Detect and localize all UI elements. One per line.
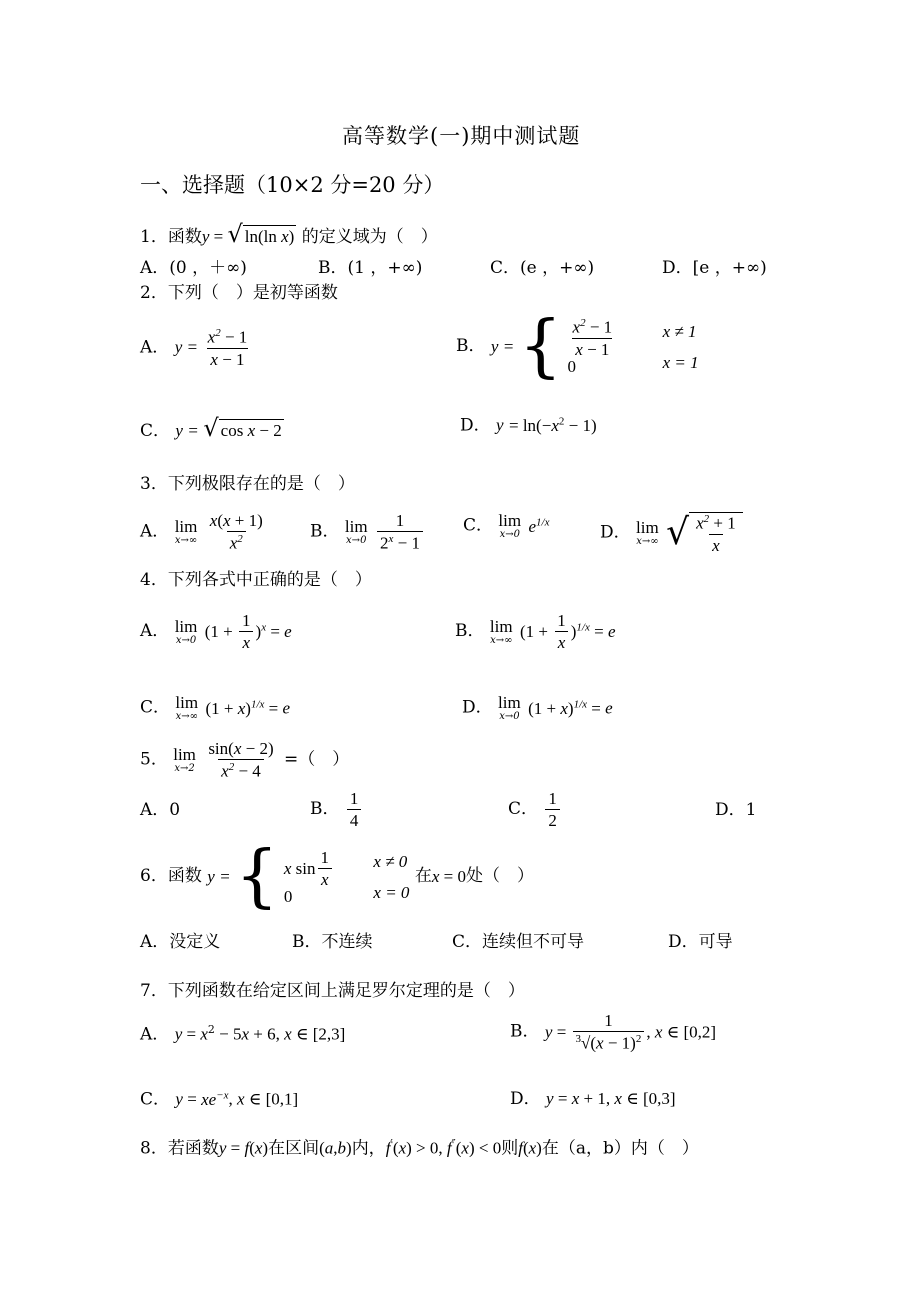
q2-b-label: B．: [456, 336, 486, 357]
q7-c-label: C．: [140, 1089, 171, 1110]
q2-option-d: D． $y = \ln(-x^2 - 1)$: [460, 415, 597, 436]
q3-option-d: D． lim x→∞ √ $\frac{x^2 + 1}{x}$: [600, 512, 743, 554]
q5-c-label: C．: [508, 799, 539, 819]
q8-stem-post: 在（a，b）内（ ）: [541, 1138, 699, 1159]
q6-option-d: D．可导: [668, 932, 733, 952]
q7-option-a: A． $y = x^2 - 5x + 6$, x ∈ [2,3]: [140, 1023, 346, 1045]
q3-c-label: C．: [463, 515, 494, 536]
q6-zero: 0: [283, 886, 293, 906]
q3-option-c: C． lim x→0 $e^{1/x}$: [463, 511, 550, 540]
q1-option-b: B．(1 ，+∞): [318, 258, 423, 278]
q7-option-d: D． y = x + 1, x ∈ [0,3]: [510, 1089, 676, 1109]
q7-b-label: B．: [510, 1021, 540, 1042]
q1-option-c: C．(e ，+∞): [490, 258, 595, 278]
q2-option-a: A． y = $\frac{x^2 - 1}{x - 1}$: [140, 327, 248, 369]
q8-stem-mid1: 在区间: [268, 1138, 320, 1159]
q8-stem-pre: 8．若函数: [140, 1138, 219, 1159]
q4-a-label: A．: [140, 621, 170, 641]
q2-b-zero: 0: [567, 356, 577, 376]
q6-stem-post: 处（ ）: [465, 866, 534, 887]
q3-a-label: A．: [140, 521, 170, 542]
q2-d-label: D．: [460, 415, 491, 436]
page-title: 高等数学(一)期中测试题: [342, 124, 581, 148]
q3-option-a: A． lim x→∞ $\frac{x(x + 1)}{x^2}$: [140, 511, 263, 553]
q5-stem-pre: 5．: [140, 749, 168, 770]
question-3-stem: 3．下列极限存在的是（ ）: [140, 474, 355, 494]
q6-option-b: B．不连续: [292, 932, 373, 952]
q5-option-c: C． $\frac{1}{2}$: [508, 790, 562, 829]
q1-option-a: A．(0 ，＋∞): [140, 258, 247, 278]
question-2-stem: 2．下列（ ）是初等函数: [140, 283, 338, 303]
q3-b-label: B．: [310, 521, 340, 542]
q5-option-a: A．0: [140, 800, 181, 820]
q7-option-b: B． y = $\frac{1}{^3√(x - 1)^2}$ , x ∈ [0,2]: [510, 1011, 717, 1053]
q7-a-label: A．: [140, 1024, 170, 1045]
question-1-stem: 1．函数y = √ ln(ln x) 的定义域为（ ）: [140, 220, 438, 248]
q4-d-label: D．: [462, 697, 493, 718]
q6-stem-mid: 在: [414, 866, 432, 887]
q4-c-label: C．: [140, 697, 171, 718]
section-heading: 一、选择题（10×2 分=20 分）: [140, 173, 445, 197]
q1-formula: y: [201, 227, 210, 246]
q6-case2: x = 0: [373, 882, 410, 902]
q5-option-b: B． $\frac{1}{4}$: [310, 790, 363, 829]
q1-stem-pre: 1．函数: [140, 227, 202, 247]
q4-option-c: C． lim x→∞ $(1 + x)^{1/x} = e$: [140, 693, 291, 722]
q2-a-label: A．: [140, 337, 170, 358]
q2-b-case1: x ≠ 1: [662, 321, 697, 341]
q6-option-c: C．连续但不可导: [452, 932, 585, 952]
q1-stem-post: 的定义域为（ ）: [301, 227, 438, 247]
q3-d-label: D．: [600, 522, 631, 543]
q7-option-c: C． $y = xe^{-x}$, x ∈ [0,1]: [140, 1089, 299, 1110]
q2-option-b: B． y = { $\frac{x^2 - 1}{x - 1}$ 0 x ≠ 1 x = 1: [456, 307, 699, 386]
q5-option-d: D．1: [715, 800, 757, 820]
q6-case1: x ≠ 0: [373, 851, 408, 871]
q2-b-case2: x = 1: [662, 352, 699, 372]
q4-b-label: B．: [455, 621, 485, 641]
q8-stem-mid2: 内，: [351, 1138, 386, 1159]
question-7-stem: 7．下列函数在给定区间上满足罗尔定理的是（ ）: [140, 981, 525, 1001]
q7-d-label: D．: [510, 1089, 541, 1109]
q5-b-label: B．: [310, 799, 340, 819]
q2-c-label: C．: [140, 421, 171, 441]
q1-option-d: D．[e ，+∞): [662, 258, 767, 278]
question-6-stem: 6．函数 y = { x sin $\frac{1}{x}$ 0 x ≠ 0 x = 0 在x = 0处（ ）: [140, 837, 534, 916]
q3-option-b: B． lim x→0 $\frac{1}{2^x - 1}$: [310, 512, 425, 552]
q4-option-a: A． lim x→0 (1 + $\frac{1}{x}$ )$^x$ = e: [140, 611, 292, 652]
q8-stem-mid3: 则: [501, 1138, 519, 1159]
q2-option-c: C． y = √ cos x − 2: [140, 414, 282, 442]
question-5-stem: 5． lim x→2 $\frac{\sin(x - 2)}{x^2 - 4}$ =（ ）: [140, 739, 350, 781]
question-4-stem: 4．下列各式中正确的是（ ）: [140, 570, 372, 590]
q4-option-b: B． lim x→∞ (1 + $\frac{1}{x}$ )$^{1/x}$ = e: [455, 611, 616, 652]
q4-option-d: D． lim x→0 $(1 + x)^{1/x} = e$: [462, 693, 613, 722]
question-8-stem: 8．若函数y = f(x)在区间(a,b)内，f′(x) > 0, f″(x) < 0则f(x)在（a，b）内（ ）: [140, 1137, 699, 1159]
q5-stem-post: =（ ）: [284, 749, 350, 770]
q6-option-a: A．没定义: [140, 932, 221, 952]
q6-stem-pre: 6．函数: [140, 866, 202, 887]
